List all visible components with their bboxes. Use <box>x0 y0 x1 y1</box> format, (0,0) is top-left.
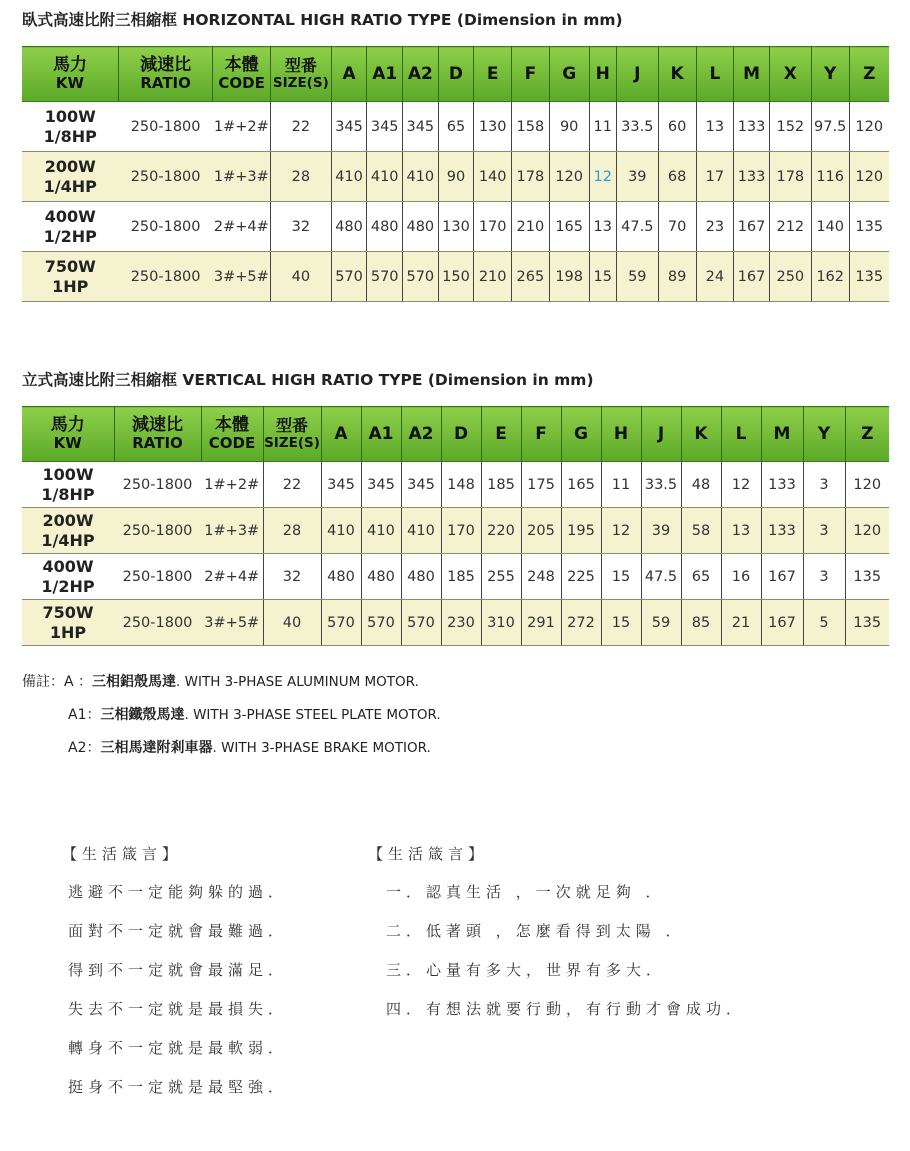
code-cell: 1#+3# <box>201 508 263 554</box>
power-cell <box>22 462 114 508</box>
column-header-label: 型番 <box>284 56 317 75</box>
table-row <box>22 554 889 600</box>
column-header-label: 型番 <box>275 416 308 435</box>
column-header-label: 馬力 <box>50 415 85 435</box>
column-header <box>481 407 521 462</box>
column-header <box>811 47 849 102</box>
column-header-label: G <box>562 63 577 84</box>
dimension-cell: 17 <box>696 152 734 202</box>
dimension-cell: 210 <box>474 252 512 302</box>
note-row <box>22 672 441 705</box>
dimension-cell: 65 <box>438 102 474 152</box>
ratio-cell: 250-1800 <box>118 102 212 152</box>
table-row <box>22 252 889 302</box>
dimension-cell: 65 <box>681 554 721 600</box>
ratio-cell: 250-1800 <box>118 252 212 302</box>
column-header-label: A1 <box>368 423 394 444</box>
column-header <box>331 47 367 102</box>
dimension-cell: 410 <box>321 508 361 554</box>
power-watt: 200W <box>44 156 96 176</box>
column-header-sublabel: RATIO <box>140 74 191 92</box>
dimension-cell: 185 <box>441 554 481 600</box>
dimension-cell: 175 <box>521 462 561 508</box>
dimension-cell: 162 <box>811 252 849 302</box>
dimension-cell: 15 <box>589 252 616 302</box>
column-header <box>696 47 734 102</box>
column-header-sublabel: KW <box>53 434 82 452</box>
dimension-cell: 130 <box>438 202 474 252</box>
dimension-cell: 60 <box>658 102 696 152</box>
column-header-label: A <box>342 63 356 84</box>
column-header-sublabel: KW <box>55 74 85 92</box>
column-header <box>734 47 770 102</box>
dimension-cell: 255 <box>481 554 521 600</box>
dimension-cell: 212 <box>769 202 811 252</box>
size-cell: 28 <box>263 508 321 554</box>
code-cell: 3#+5# <box>213 252 271 302</box>
motto-line: 失去不一定就是最損失． <box>68 1000 289 1018</box>
dimension-cell: 70 <box>658 202 696 252</box>
dimension-cell: 570 <box>361 600 401 646</box>
code-cell: 3#+5# <box>201 600 263 646</box>
dimension-cell: 225 <box>561 554 601 600</box>
dimension-cell: 310 <box>481 600 521 646</box>
table-row <box>22 508 889 554</box>
note-zh: 三相馬達附剎車器 <box>100 740 213 756</box>
power-hp: 1/8HP <box>41 484 95 504</box>
column-header <box>521 407 561 462</box>
column-header-sublabel: CODE <box>208 434 256 452</box>
column-header-label: K <box>694 423 708 444</box>
dimension-cell: 12 <box>601 508 641 554</box>
code-cell: 2#+4# <box>201 554 263 600</box>
dimension-cell: 133 <box>761 508 803 554</box>
column-header <box>367 47 403 102</box>
power-watt: 400W <box>44 206 96 226</box>
column-header <box>441 407 481 462</box>
dimension-cell: 11 <box>601 462 641 508</box>
column-header-label: Y <box>824 63 837 84</box>
dimension-cell: 47.5 <box>641 554 681 600</box>
dimension-cell: 120 <box>849 152 889 202</box>
dimension-cell: 230 <box>441 600 481 646</box>
dimension-cell: 480 <box>367 202 403 252</box>
size-cell: 32 <box>270 202 331 252</box>
dimension-cell: 410 <box>367 152 403 202</box>
power-hp: 1/4HP <box>41 530 95 550</box>
column-header <box>641 407 681 462</box>
column-header <box>438 47 474 102</box>
power-watt: 200W <box>42 510 94 530</box>
column-header <box>512 47 550 102</box>
table-header-row <box>22 407 889 462</box>
column-header-label: F <box>535 423 547 444</box>
dimension-cell: 135 <box>845 600 889 646</box>
table-row <box>22 102 889 152</box>
column-header <box>601 407 641 462</box>
dimension-cell: 250 <box>769 252 811 302</box>
column-header-label: L <box>735 423 747 444</box>
size-cell: 28 <box>270 152 331 202</box>
note-label: A1： <box>68 707 101 723</box>
dimension-cell: 570 <box>403 252 439 302</box>
column-header <box>681 407 721 462</box>
column-header <box>561 407 601 462</box>
column-header-sublabel: CODE <box>218 74 265 92</box>
table-row <box>22 600 889 646</box>
dimension-cell: 5 <box>803 600 845 646</box>
code-cell: 1#+2# <box>201 462 263 508</box>
size-cell: 40 <box>263 600 321 646</box>
column-header <box>616 47 658 102</box>
notes-block <box>22 672 441 771</box>
column-header <box>22 407 114 462</box>
code-cell: 1#+3# <box>213 152 271 202</box>
column-header-label: E <box>486 63 499 84</box>
dimension-cell: 480 <box>321 554 361 600</box>
power-hp: 1HP <box>49 622 87 642</box>
column-header <box>263 407 321 462</box>
dimension-cell: 16 <box>721 554 761 600</box>
column-header-label: H <box>613 423 629 444</box>
ratio-cell: 250-1800 <box>114 600 201 646</box>
dimension-cell: 158 <box>512 102 550 152</box>
dimension-cell: 97.5 <box>811 102 849 152</box>
motto-heading: 【生活箴言】 <box>368 845 489 863</box>
dimension-cell: 59 <box>641 600 681 646</box>
vertical-dimension-table <box>22 406 889 646</box>
dimension-cell: 133 <box>734 152 770 202</box>
motto-line: 轉身不一定就是最軟弱． <box>68 1039 289 1057</box>
size-cell: 22 <box>263 462 321 508</box>
dimension-cell: 265 <box>512 252 550 302</box>
dimension-cell: 89 <box>658 252 696 302</box>
dimension-cell: 21 <box>721 600 761 646</box>
column-header-label: Y <box>817 423 831 444</box>
dimension-cell: 135 <box>849 202 889 252</box>
dimension-cell: 140 <box>811 202 849 252</box>
dimension-cell: 68 <box>658 152 696 202</box>
dimension-cell: 570 <box>367 252 403 302</box>
column-header-label: J <box>657 423 665 444</box>
column-header <box>321 407 361 462</box>
dimension-cell: 410 <box>361 508 401 554</box>
dimension-cell: 13 <box>696 102 734 152</box>
ratio-cell: 250-1800 <box>114 462 201 508</box>
dimension-cell: 130 <box>474 102 512 152</box>
column-header-label: Z <box>861 423 874 444</box>
column-header <box>213 47 271 102</box>
dimension-cell: 248 <box>521 554 561 600</box>
column-header-sublabel: SIZE(S) <box>264 435 320 451</box>
dimension-cell: 178 <box>769 152 811 202</box>
horizontal-section-title: 臥式高速比附三相縮框 HORIZONTAL HIGH RATIO TYPE (Dimension in mm) <box>22 11 623 29</box>
horizontal-dimension-table <box>22 46 889 302</box>
column-header-label: G <box>574 423 588 444</box>
column-header <box>721 407 761 462</box>
power-watt: 100W <box>44 106 96 126</box>
power-watt: 750W <box>42 602 94 622</box>
dimension-cell: 480 <box>401 554 441 600</box>
dimension-cell: 150 <box>438 252 474 302</box>
dimension-cell: 11 <box>589 102 616 152</box>
column-header-label: A2 <box>407 63 433 84</box>
dimension-cell: 24 <box>696 252 734 302</box>
dimension-cell: 345 <box>321 462 361 508</box>
dimension-cell: 345 <box>403 102 439 152</box>
dimension-cell: 480 <box>361 554 401 600</box>
dimension-cell: 33.5 <box>616 102 658 152</box>
column-header-label: H <box>595 63 610 84</box>
motto-line: 二．低著頭 ，怎麼看得到太陽 ． <box>386 922 686 940</box>
power-hp: 1HP <box>52 276 89 296</box>
dimension-cell: 133 <box>734 102 770 152</box>
column-header-label: F <box>524 63 537 84</box>
dimension-cell: 220 <box>481 508 521 554</box>
power-cell <box>22 600 114 646</box>
column-header <box>761 407 803 462</box>
dimension-cell: 345 <box>367 102 403 152</box>
column-header-label: K <box>670 63 684 84</box>
dimension-cell: 205 <box>521 508 561 554</box>
dimension-cell: 291 <box>521 600 561 646</box>
dimension-cell: 133 <box>761 462 803 508</box>
column-header <box>22 47 118 102</box>
dimension-cell: 345 <box>331 102 367 152</box>
ratio-cell: 250-1800 <box>114 508 201 554</box>
power-cell <box>22 508 114 554</box>
power-cell <box>22 202 118 252</box>
dimension-cell: 15 <box>601 600 641 646</box>
dimension-cell: 23 <box>696 202 734 252</box>
size-cell: 32 <box>263 554 321 600</box>
dimension-cell: 12 <box>589 152 616 202</box>
dimension-cell: 410 <box>331 152 367 202</box>
motto-line: 逃避不一定能夠躲的過． <box>68 883 289 901</box>
dimension-cell: 480 <box>403 202 439 252</box>
note-row <box>22 705 441 738</box>
motto-line: 四．有想法就要行動，有行動才會成功． <box>386 1000 747 1018</box>
dimension-cell: 167 <box>734 252 770 302</box>
column-header-label: 本體 <box>215 415 249 435</box>
dimension-cell: 167 <box>761 554 803 600</box>
column-header-label: D <box>448 63 464 84</box>
dimension-cell: 272 <box>561 600 601 646</box>
column-header-label: 減速比 <box>140 55 192 75</box>
dimension-cell: 12 <box>721 462 761 508</box>
ratio-cell: 250-1800 <box>118 152 212 202</box>
column-header <box>769 47 811 102</box>
ratio-cell: 250-1800 <box>118 202 212 252</box>
dimension-cell: 170 <box>474 202 512 252</box>
power-watt: 100W <box>42 464 94 484</box>
column-header <box>474 47 512 102</box>
column-header-sublabel: RATIO <box>132 434 183 452</box>
dimension-cell: 3 <box>803 462 845 508</box>
note-label: 備註：A ： <box>22 674 93 690</box>
power-hp: 1/2HP <box>43 226 97 246</box>
dimension-cell: 570 <box>401 600 441 646</box>
dimension-cell: 195 <box>561 508 601 554</box>
dimension-cell: 198 <box>549 252 589 302</box>
dimension-cell: 480 <box>331 202 367 252</box>
dimension-cell: 120 <box>549 152 589 202</box>
motto-line: 面對不一定就會最難過． <box>68 922 289 940</box>
column-header <box>114 407 201 462</box>
note-en: . WITH 3-PHASE BRAKE MOTIOR. <box>212 740 431 756</box>
motto-heading: 【生活箴言】 <box>62 845 183 863</box>
column-header-label: D <box>453 423 469 444</box>
power-hp: 1/2HP <box>41 576 95 596</box>
dimension-cell: 135 <box>849 252 889 302</box>
dimension-cell: 39 <box>641 508 681 554</box>
dimension-cell: 570 <box>331 252 367 302</box>
dimension-cell: 185 <box>481 462 521 508</box>
column-header-label: J <box>634 63 641 84</box>
motto-line: 得到不一定就會最滿足． <box>68 961 289 979</box>
column-header <box>845 407 889 462</box>
dimension-cell: 85 <box>681 600 721 646</box>
dimension-cell: 345 <box>401 462 441 508</box>
column-header <box>658 47 696 102</box>
dimension-cell: 570 <box>321 600 361 646</box>
table-row <box>22 202 889 252</box>
column-header <box>201 407 263 462</box>
dimension-cell: 47.5 <box>616 202 658 252</box>
dimension-cell: 120 <box>845 462 889 508</box>
column-header <box>549 47 589 102</box>
dimension-cell: 3 <box>803 508 845 554</box>
dimension-cell: 178 <box>512 152 550 202</box>
dimension-cell: 135 <box>845 554 889 600</box>
column-header <box>270 47 331 102</box>
code-cell: 2#+4# <box>213 202 271 252</box>
dimension-cell: 170 <box>441 508 481 554</box>
column-header-label: E <box>495 423 507 444</box>
motto-left <box>62 843 288 1115</box>
column-header-label: 馬力 <box>52 55 87 75</box>
column-header-label: L <box>709 63 721 84</box>
column-header-label: 減速比 <box>132 415 183 435</box>
dimension-cell: 140 <box>474 152 512 202</box>
size-cell: 22 <box>270 102 331 152</box>
vertical-section-title: 立式高速比附三相縮框 VERTICAL HIGH RATIO TYPE (Dimension in mm) <box>22 371 594 389</box>
dimension-cell: 15 <box>601 554 641 600</box>
dimension-cell: 167 <box>761 600 803 646</box>
column-header-sublabel: SIZE(S) <box>272 75 329 91</box>
dimension-cell: 148 <box>441 462 481 508</box>
code-cell: 1#+2# <box>213 102 271 152</box>
motto-line: 挺身不一定就是最堅強． <box>68 1078 289 1096</box>
column-header <box>403 47 439 102</box>
note-label: A2： <box>68 740 101 756</box>
dimension-cell: 120 <box>845 508 889 554</box>
dimension-cell: 116 <box>811 152 849 202</box>
note-en: . WITH 3-PHASE STEEL PLATE MOTOR. <box>184 707 441 723</box>
dimension-cell: 167 <box>734 202 770 252</box>
dimension-cell: 165 <box>561 462 601 508</box>
dimension-cell: 13 <box>589 202 616 252</box>
column-header <box>849 47 889 102</box>
column-header-label: 本體 <box>224 55 259 75</box>
power-cell <box>22 252 118 302</box>
column-header <box>118 47 212 102</box>
column-header-label: Z <box>863 63 876 84</box>
power-hp: 1/4HP <box>43 176 97 196</box>
column-header <box>803 407 845 462</box>
dimension-cell: 13 <box>721 508 761 554</box>
dimension-cell: 90 <box>549 102 589 152</box>
size-cell: 40 <box>270 252 331 302</box>
dimension-cell: 210 <box>512 202 550 252</box>
note-row <box>22 738 441 771</box>
dimension-cell: 345 <box>361 462 401 508</box>
power-cell <box>22 554 114 600</box>
dimension-cell: 410 <box>403 152 439 202</box>
motto-line: 一．認真生活 ，一次就足夠 ． <box>386 883 666 901</box>
table-row <box>22 462 889 508</box>
power-cell <box>22 152 118 202</box>
dimension-cell: 58 <box>681 508 721 554</box>
column-header-label: X <box>783 63 797 84</box>
note-zh: 三相鐵殼馬達 <box>100 707 185 723</box>
note-zh: 三相鋁殼馬達 <box>92 674 177 690</box>
table-row <box>22 152 889 202</box>
column-header <box>361 407 401 462</box>
dimension-cell: 120 <box>849 102 889 152</box>
table-header-row <box>22 47 889 102</box>
column-header <box>401 407 441 462</box>
motto-right <box>368 843 746 1037</box>
power-hp: 1/8HP <box>43 126 97 146</box>
dimension-cell: 165 <box>549 202 589 252</box>
power-watt: 750W <box>44 256 96 276</box>
dimension-cell: 3 <box>803 554 845 600</box>
column-header-label: A1 <box>372 63 398 84</box>
column-header-label: M <box>743 63 761 84</box>
dimension-cell: 410 <box>401 508 441 554</box>
dimension-cell: 90 <box>438 152 474 202</box>
motto-line: 三．心量有多大，世界有多大． <box>386 961 667 979</box>
column-header-label: A <box>334 423 348 444</box>
note-en: . WITH 3-PHASE ALUMINUM MOTOR. <box>176 674 419 690</box>
dimension-cell: 152 <box>769 102 811 152</box>
column-header <box>589 47 616 102</box>
dimension-cell: 48 <box>681 462 721 508</box>
power-cell <box>22 102 118 152</box>
dimension-cell: 33.5 <box>641 462 681 508</box>
column-header-label: A2 <box>408 423 434 444</box>
dimension-cell: 39 <box>616 152 658 202</box>
dimension-cell: 59 <box>616 252 658 302</box>
column-header-label: M <box>773 423 791 444</box>
ratio-cell: 250-1800 <box>114 554 201 600</box>
power-watt: 400W <box>42 556 94 576</box>
